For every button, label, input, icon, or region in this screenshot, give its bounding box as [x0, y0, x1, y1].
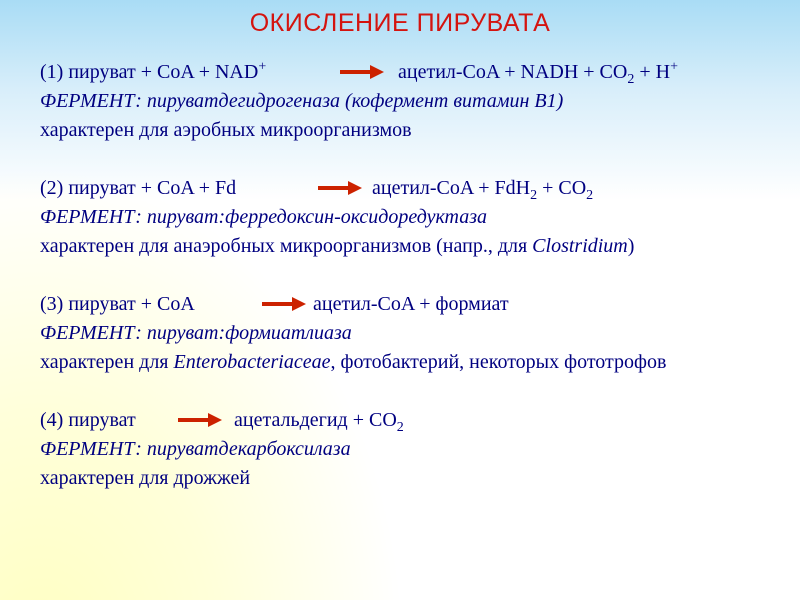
reaction-block-4: [40, 406, 780, 493]
reaction-rhs: ацетил-CoA + формиат: [313, 293, 509, 315]
reaction-rhs: ацетил-CoA + $FdH_2 + CO_2$: [372, 177, 594, 203]
reaction-arrow-icon: [262, 297, 306, 311]
reaction-arrow-icon: [340, 65, 384, 79]
reaction-block-1: [40, 58, 780, 145]
slide-title: ОКИСЛЕНИЕ ПИРУВАТА: [249, 9, 551, 37]
enzyme-line-4: ФЕРМЕНТ: пируватдекарбоксилаза: [40, 438, 351, 460]
reaction-lhs: (4) пируват: [40, 409, 136, 431]
enzyme-line-3: ФЕРМЕНТ: пируват:формиатлиаза: [40, 322, 352, 344]
reaction-equation-4: [40, 406, 780, 435]
reaction-block-3: [40, 290, 780, 377]
reaction-lhs: (2) пируват + CoA + Fd: [40, 177, 237, 199]
organism-note-3: характерен для Enterobacteriaceae, фотобактерий, некоторых фототрофов: [40, 351, 667, 373]
reaction-rhs: ацетальдегид + $CO_2$: [234, 409, 404, 435]
reaction-arrow-icon: [318, 181, 362, 195]
reaction-block-2: [40, 174, 780, 261]
organism-note-2: характерен для анаэробных микроорганизмов (напр., для Clostridium): [40, 235, 635, 257]
reaction-lhs: (3) пируват + CoA: [40, 293, 195, 315]
organism-note-1: характерен для аэробных микроорганизмов: [40, 119, 412, 141]
organism-note-4: характерен для дрожжей: [40, 467, 251, 489]
enzyme-line-2: ФЕРМЕНТ: пируват:ферредоксин-оксидоредуктаза: [40, 206, 488, 228]
reaction-equation-1: [40, 58, 780, 87]
enzyme-line-1: ФЕРМЕНТ: пируватдегидрогеназа (кофермент витамин В1): [40, 90, 564, 112]
reaction-lhs: (1) пируват + CoA + NAD+: [40, 59, 267, 83]
reaction-equation-3: [40, 290, 780, 319]
reaction-rhs: ацетил-CoA + NADH + $CO_2 + H^+$: [398, 59, 678, 87]
title-bar: [0, 0, 800, 48]
reactions-list: [40, 58, 780, 522]
reaction-equation-2: [40, 174, 780, 203]
reaction-arrow-icon: [178, 413, 222, 427]
